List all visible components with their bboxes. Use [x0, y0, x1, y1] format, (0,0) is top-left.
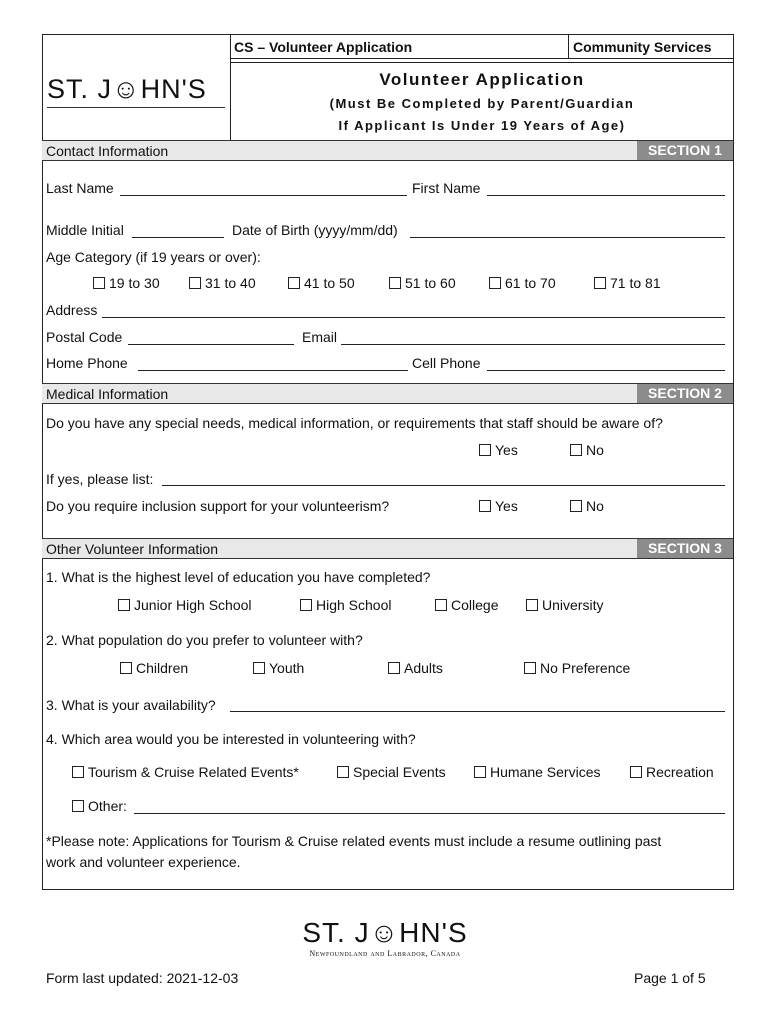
medical-yes-option[interactable]: Yes — [479, 442, 518, 458]
page-number: Page 1 of 5 — [634, 970, 706, 986]
footer-logo — [250, 917, 520, 958]
other-option[interactable]: Other: — [72, 798, 127, 814]
email-label: Email — [302, 329, 338, 345]
pop-option-2[interactable]: Youth — [253, 660, 304, 676]
st-johns-logo — [47, 74, 227, 108]
pop-option-3[interactable]: Adults — [388, 660, 443, 676]
header-hline — [230, 58, 733, 59]
frame-left — [42, 34, 43, 889]
checkbox[interactable] — [630, 766, 642, 778]
area-question: 4. Which area would you be interested in volunteering with? — [46, 731, 416, 747]
frame-right — [733, 34, 734, 889]
edu-option-1[interactable]: Junior High School — [118, 597, 252, 613]
if-yes-label: If yes, please list: — [46, 471, 154, 487]
area-option-2[interactable]: Special Events — [337, 764, 446, 780]
checkbox[interactable] — [570, 500, 582, 512]
checkbox[interactable] — [288, 277, 300, 289]
area-option-1[interactable]: Tourism & Cruise Related Events* — [72, 764, 299, 780]
edu-option-3[interactable]: College — [435, 597, 498, 613]
if-yes-field[interactable] — [162, 485, 725, 486]
availability-field[interactable] — [230, 711, 725, 712]
postal-code-field[interactable] — [128, 344, 294, 345]
email-field[interactable] — [341, 344, 725, 345]
checkbox[interactable] — [72, 766, 84, 778]
checkbox[interactable] — [120, 662, 132, 674]
checkbox[interactable] — [72, 800, 84, 812]
checkbox[interactable] — [300, 599, 312, 611]
area-option-3[interactable]: Humane Services — [474, 764, 601, 780]
cell-phone-field[interactable] — [487, 370, 725, 371]
logo-text: ST. J☺HN'S — [47, 74, 207, 104]
checkbox[interactable] — [337, 766, 349, 778]
form-name: CS – Volunteer Application — [234, 39, 413, 55]
other-field[interactable] — [134, 813, 725, 814]
edu-option-2[interactable]: High School — [300, 597, 392, 613]
section2-heading: Medical Information — [46, 386, 169, 402]
checkbox[interactable] — [435, 599, 447, 611]
population-question: 2. What population do you prefer to volunteer with? — [46, 632, 363, 648]
home-phone-field[interactable] — [138, 370, 408, 371]
address-label: Address — [46, 302, 98, 318]
checkbox[interactable] — [526, 599, 538, 611]
area-option-4[interactable]: Recreation — [630, 764, 714, 780]
logo-underline — [47, 107, 225, 108]
age-option-1[interactable]: 19 to 30 — [93, 275, 160, 291]
form-updated: Form last updated: 2021-12-03 — [46, 970, 239, 986]
home-phone-label: Home Phone — [46, 355, 128, 371]
header-hline-2 — [230, 62, 733, 63]
section3-heading: Other Volunteer Information — [46, 541, 218, 557]
note-line-1: *Please note: Applications for Tourism & Cruise related events must include a resume outlining past — [46, 833, 662, 849]
section1-heading: Contact Information — [46, 143, 169, 159]
footer-logo-subtext: Newfoundland and Labrador, Canada — [309, 949, 461, 958]
last-name-field[interactable] — [120, 195, 407, 196]
section1-badge: SECTION 1 — [637, 141, 733, 160]
inclusion-yes-option[interactable]: Yes — [479, 498, 518, 514]
checkbox[interactable] — [118, 599, 130, 611]
pop-option-4[interactable]: No Preference — [524, 660, 630, 676]
dob-field[interactable] — [410, 237, 725, 238]
middle-initial-label: Middle Initial — [46, 222, 124, 238]
cell-phone-label: Cell Phone — [412, 355, 481, 371]
pop-option-1[interactable]: Children — [120, 660, 188, 676]
checkbox[interactable] — [570, 444, 582, 456]
first-name-field[interactable] — [487, 195, 725, 196]
section3-bar — [42, 538, 733, 559]
inclusion-no-option[interactable]: No — [570, 498, 604, 514]
page-subtitle-2: If Applicant Is Under 19 Years of Age) — [338, 118, 626, 133]
checkbox[interactable] — [253, 662, 265, 674]
section3-badge: SECTION 3 — [637, 539, 733, 558]
department-name: Community Services — [573, 39, 712, 55]
header-vdivider-2 — [568, 34, 569, 58]
address-field[interactable] — [102, 317, 725, 318]
education-question: 1. What is the highest level of education you have completed? — [46, 569, 431, 585]
dob-label: Date of Birth (yyyy/mm/dd) — [232, 222, 398, 238]
checkbox[interactable] — [389, 277, 401, 289]
checkbox[interactable] — [489, 277, 501, 289]
medical-no-option[interactable]: No — [570, 442, 604, 458]
checkbox[interactable] — [594, 277, 606, 289]
first-name-label: First Name — [412, 180, 481, 196]
age-option-5[interactable]: 61 to 70 — [489, 275, 556, 291]
section1-bar — [42, 140, 733, 161]
checkbox[interactable] — [479, 500, 491, 512]
inclusion-question: Do you require inclusion support for your volunteerism? — [46, 498, 390, 514]
age-option-2[interactable]: 31 to 40 — [189, 275, 256, 291]
frame-bottom — [42, 889, 734, 890]
section2-badge: SECTION 2 — [637, 384, 733, 403]
page-subtitle-1: (Must Be Completed by Parent/Guardian — [329, 96, 635, 111]
page-title: Volunteer Application — [379, 70, 585, 89]
age-option-4[interactable]: 51 to 60 — [389, 275, 456, 291]
age-option-6[interactable]: 71 to 81 — [594, 275, 661, 291]
last-name-label: Last Name — [46, 180, 114, 196]
age-option-3[interactable]: 41 to 50 — [288, 275, 355, 291]
checkbox[interactable] — [93, 277, 105, 289]
note-line-2: work and volunteer experience. — [46, 854, 241, 870]
checkbox[interactable] — [189, 277, 201, 289]
checkbox[interactable] — [388, 662, 400, 674]
medical-question: Do you have any special needs, medical information, or requirements that staff should be aware of? — [46, 415, 663, 431]
checkbox[interactable] — [479, 444, 491, 456]
postal-code-label: Postal Code — [46, 329, 123, 345]
middle-initial-field[interactable] — [132, 237, 224, 238]
section2-bar — [42, 383, 733, 404]
footer-logo-text: ST. J☺HN'S — [302, 917, 468, 948]
edu-option-4[interactable]: University — [526, 597, 603, 613]
frame-top — [42, 34, 733, 35]
checkbox[interactable] — [474, 766, 486, 778]
availability-question: 3. What is your availability? — [46, 697, 216, 713]
age-category-label: Age Category (if 19 years or over): — [46, 249, 261, 265]
checkbox[interactable] — [524, 662, 536, 674]
